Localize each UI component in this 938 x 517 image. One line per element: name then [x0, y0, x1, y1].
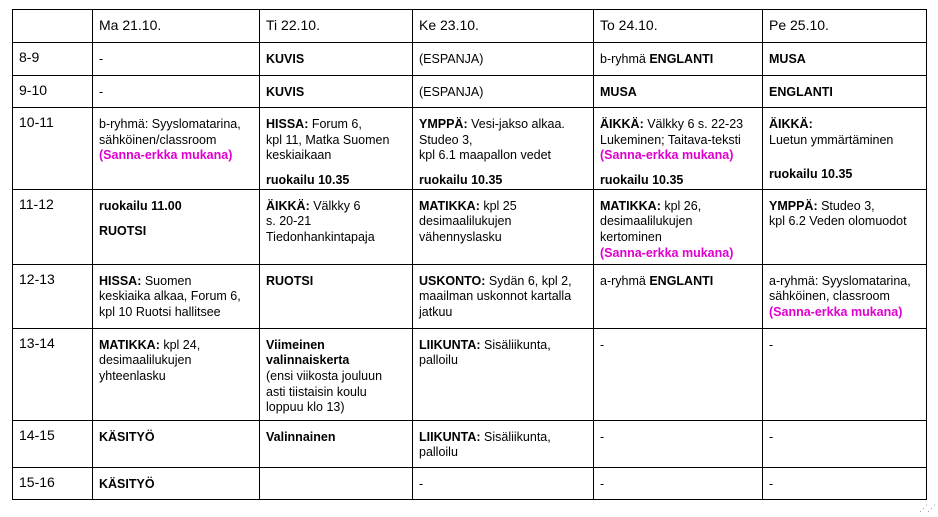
resize-grip-icon: ⋰⋰: [919, 503, 935, 513]
cell-line: [419, 85, 593, 101]
cell-line: [419, 305, 593, 321]
schedule-cell: [763, 189, 927, 264]
schedule-cell: [763, 328, 927, 420]
schedule-cell: [413, 264, 594, 328]
day-header: Ma 21.10.: [93, 10, 260, 43]
lesson-text: b-ryhmä: [600, 52, 650, 66]
subject-label: Valinnainen: [266, 429, 336, 444]
schedule-cell: [93, 108, 260, 190]
time-slot-label: 9-10: [13, 76, 93, 108]
cell-line: [419, 133, 593, 149]
cell-line: [99, 338, 259, 354]
schedule-cell: [260, 189, 413, 264]
schedule-cell: [413, 43, 594, 76]
cell-line: [99, 85, 259, 101]
subject-label: ÄIKKÄ:: [266, 198, 310, 213]
cell-line: [769, 305, 926, 321]
lesson-text: maailman uskonnot kartalla: [419, 289, 572, 304]
cell-line: [266, 117, 412, 133]
lesson-text: (ESPANJA): [419, 52, 484, 66]
lesson-text: Luetun ymmärtäminen: [769, 132, 894, 147]
lesson-text: -: [600, 337, 605, 352]
lesson-text: Studeo 3,: [817, 198, 875, 213]
cell-line: [419, 353, 593, 369]
cell-line: [419, 289, 593, 305]
cell-line: [99, 117, 259, 133]
cell-line: [419, 117, 593, 133]
cell-line: [769, 430, 926, 446]
cell-line: [600, 164, 762, 174]
cell-line: [600, 214, 762, 230]
time-slot-label: 8-9: [13, 43, 93, 76]
cell-line: [419, 430, 593, 446]
lesson-text: sähköinen, classroom: [769, 289, 890, 304]
subject-label: KUVIS: [266, 85, 305, 99]
cell-line: [419, 477, 593, 493]
time-slot-label: 12-13: [13, 264, 93, 328]
cell-line: [769, 214, 926, 230]
cell-line: [419, 164, 593, 174]
subject-label: MATIKKA:: [600, 198, 661, 213]
cell-line: [600, 148, 762, 164]
lesson-text: Sydän 6, kpl 2,: [485, 273, 572, 288]
cell-line: [600, 173, 762, 189]
lesson-text: Suomen: [141, 273, 192, 288]
cell-line: [99, 199, 259, 215]
cell-line: [419, 274, 593, 290]
lesson-text: -: [600, 476, 605, 491]
day-header: Pe 25.10.: [763, 10, 927, 43]
schedule-cell: [93, 264, 260, 328]
cell-line: [99, 430, 259, 446]
cell-line: [266, 214, 412, 230]
cell-line: [769, 274, 926, 290]
cell-line: [769, 167, 926, 183]
schedule-cell: [93, 420, 260, 467]
schedule-cell: [260, 328, 413, 420]
day-header: To 24.10.: [594, 10, 763, 43]
cell-line: [600, 133, 762, 149]
cell-line: [600, 274, 762, 290]
time-slot-label: 11-12: [13, 189, 93, 264]
cell-line: [769, 477, 926, 493]
subject-label: RUOTSI: [99, 223, 147, 238]
schedule-cell: [93, 76, 260, 108]
cell-line: [266, 148, 412, 164]
schedule-cell: [763, 43, 927, 76]
cell-line: [266, 338, 412, 354]
schedule-cell: [594, 189, 763, 264]
lesson-text: palloilu: [419, 353, 458, 368]
lesson-text: Sisäliikunta,: [480, 337, 551, 352]
lesson-text: kpl 6.1 maapallon vedet: [419, 148, 552, 163]
lesson-text: kpl 25: [479, 198, 517, 213]
cell-line: [769, 158, 926, 168]
subject-label: ruokailu 10.35: [266, 173, 350, 188]
schedule-cell: [413, 189, 594, 264]
lesson-text: kpl 11, Matka Suomen: [266, 132, 390, 147]
cell-line: [266, 230, 412, 246]
lesson-text: -: [419, 476, 424, 491]
lesson-text: Sisäliikunta,: [480, 429, 551, 444]
teacher-note: (Sanna-erkka mukana): [99, 148, 233, 163]
cell-line: [99, 133, 259, 149]
lesson-text: desimaalilukujen: [419, 214, 512, 229]
lesson-text: vähennyslasku: [419, 230, 502, 245]
cell-line: [266, 385, 412, 401]
time-slot-label: 13-14: [13, 328, 93, 420]
schedule-cell: [260, 420, 413, 467]
schedule-cell: [93, 189, 260, 264]
lesson-text: keskiaikaan: [266, 148, 332, 163]
cell-line: [600, 477, 762, 493]
subject-label: Viimeinen: [266, 337, 325, 352]
subject-label: YMPPÄ:: [419, 117, 468, 131]
lesson-text: a-ryhmä: Syyslomatarina,: [769, 273, 911, 288]
lesson-text: palloilu: [419, 445, 458, 460]
cell-line: [99, 148, 259, 164]
schedule-row: [13, 43, 927, 76]
subject-label: ENGLANTI: [649, 52, 714, 66]
cell-line: [99, 369, 259, 385]
cell-line: [769, 148, 926, 158]
cell-line: [600, 199, 762, 215]
schedule-cell: [260, 467, 413, 499]
lesson-text: Välkky 6: [309, 198, 361, 213]
schedule-cell: [93, 467, 260, 499]
cell-line: [600, 246, 762, 262]
cell-line: [769, 289, 926, 305]
cell-line: [419, 445, 593, 461]
cell-line: [769, 52, 926, 68]
lesson-text: kpl 10 Ruotsi hallitsee: [99, 305, 221, 320]
subject-label: MATIKKA:: [99, 337, 160, 352]
lesson-text: Lukeminen; Taitava-teksti: [600, 132, 741, 147]
cell-line: [99, 353, 259, 369]
lesson-text: Forum 6,: [308, 117, 362, 131]
schedule-cell: [260, 76, 413, 108]
lesson-text: yhteenlasku: [99, 369, 166, 384]
cell-line: [266, 85, 412, 101]
lesson-text: -: [99, 52, 104, 66]
schedule-cell: [413, 420, 594, 467]
schedule-row: [13, 328, 927, 420]
lesson-text: -: [99, 85, 104, 99]
day-header: Ke 23.10.: [413, 10, 594, 43]
cell-line: [99, 289, 259, 305]
teacher-note: (Sanna-erkka mukana): [769, 305, 903, 320]
cell-line: [266, 133, 412, 149]
time-slot-label: 10-11: [13, 108, 93, 190]
cell-line: [769, 199, 926, 215]
lesson-text: s. 20-21: [266, 214, 312, 229]
schedule-cell: [763, 76, 927, 108]
cell-line: [600, 230, 762, 246]
cell-line: [99, 305, 259, 321]
schedule-cell: [413, 76, 594, 108]
schedule-cell: [594, 76, 763, 108]
cell-line: [600, 430, 762, 446]
subject-label: RUOTSI: [266, 273, 314, 288]
lesson-text: -: [769, 476, 774, 491]
cell-line: [99, 52, 259, 68]
cell-line: [99, 274, 259, 290]
teacher-note: (Sanna-erkka mukana): [600, 245, 734, 260]
lesson-text: jatkuu: [419, 305, 453, 320]
subject-label: YMPPÄ:: [769, 198, 818, 213]
cell-line: [600, 52, 762, 68]
lesson-text: loppuu klo 13): [266, 400, 345, 415]
lesson-text: desimaalilukujen: [99, 353, 192, 368]
subject-label: MUSA: [600, 85, 637, 99]
lesson-text: -: [769, 337, 774, 352]
lesson-text: sähköinen/classroom: [99, 132, 217, 147]
subject-label: HISSA:: [99, 273, 142, 288]
lesson-text: keskiaika alkaa, Forum 6,: [99, 289, 241, 304]
cell-line: [769, 133, 926, 149]
subject-label: HISSA:: [266, 117, 309, 131]
header-row: [13, 10, 927, 43]
subject-label: ENGLANTI: [649, 273, 714, 288]
schedule-cell: [763, 420, 927, 467]
cell-line: [769, 117, 926, 133]
cell-line: [266, 52, 412, 68]
subject-label: ruokailu 10.35: [419, 173, 503, 188]
subject-label: MUSA: [769, 52, 806, 66]
cell-line: [600, 117, 762, 133]
weekly-schedule-table: [12, 9, 927, 500]
cell-line: [266, 164, 412, 174]
cell-line: [266, 369, 412, 385]
cell-line: [419, 230, 593, 246]
lesson-text: (ensi viikosta jouluun: [266, 369, 383, 384]
cell-line: [266, 400, 412, 416]
cell-line: [769, 338, 926, 354]
lesson-text: kertominen: [600, 230, 662, 245]
lesson-text: asti tiistaisin koulu: [266, 384, 367, 399]
schedule-cell: [260, 264, 413, 328]
time-slot-label: 15-16: [13, 467, 93, 499]
cell-line: [419, 148, 593, 164]
cell-line: [99, 214, 259, 224]
lesson-text: Tiedonhankintapaja: [266, 230, 375, 245]
lesson-text: Välkky 6 s. 22-23: [643, 117, 744, 131]
lesson-text: b-ryhmä: Syyslomatarina,: [99, 117, 241, 131]
cell-line: [419, 173, 593, 189]
schedule-cell: [594, 467, 763, 499]
subject-label: ruokailu 11.00: [99, 198, 182, 213]
cell-line: [419, 199, 593, 215]
schedule-row: [13, 189, 927, 264]
schedule-cell: [763, 264, 927, 328]
schedule-row: [13, 420, 927, 467]
cell-line: [266, 353, 412, 369]
lesson-text: kpl 24,: [159, 337, 201, 352]
subject-label: ÄIKKÄ:: [769, 117, 813, 131]
subject-label: MATIKKA:: [419, 198, 480, 213]
subject-label: valinnaiskerta: [266, 353, 350, 368]
schedule-cell: [594, 264, 763, 328]
schedule-cell: [413, 328, 594, 420]
cell-line: [266, 173, 412, 189]
schedule-cell: [413, 108, 594, 190]
lesson-text: (ESPANJA): [419, 85, 484, 99]
lesson-text: Studeo 3,: [419, 132, 473, 147]
cell-line: [419, 338, 593, 354]
subject-label: LIIKUNTA:: [419, 337, 481, 352]
subject-label: ruokailu 10.35: [600, 173, 684, 188]
cell-line: [266, 274, 412, 290]
subject-label: KÄSITYÖ: [99, 476, 155, 491]
lesson-text: -: [600, 429, 605, 444]
cell-line: [600, 338, 762, 354]
subject-label: ENGLANTI: [769, 85, 833, 99]
schedule-cell: [594, 328, 763, 420]
cell-line: [99, 224, 259, 240]
schedule-cell: [594, 43, 763, 76]
schedule-cell: [93, 43, 260, 76]
lesson-text: kpl 6.2 Veden olomuodot: [769, 214, 907, 229]
cell-line: [266, 199, 412, 215]
schedule-cell: [93, 328, 260, 420]
schedule-cell: [594, 420, 763, 467]
teacher-note: (Sanna-erkka mukana): [600, 148, 734, 163]
subject-label: ruokailu 10.35: [769, 167, 853, 182]
time-slot-label: 14-15: [13, 420, 93, 467]
schedule-cell: [413, 467, 594, 499]
subject-label: KUVIS: [266, 52, 305, 66]
schedule-row: [13, 264, 927, 328]
lesson-text: kpl 26,: [660, 198, 702, 213]
cell-line: [266, 430, 412, 446]
cell-line: [600, 85, 762, 101]
subject-label: ÄIKKÄ:: [600, 117, 644, 131]
lesson-text: a-ryhmä: [600, 273, 650, 288]
cell-line: [769, 85, 926, 101]
schedule-cell: [260, 108, 413, 190]
schedule-cell: [763, 108, 927, 190]
cell-line: [419, 214, 593, 230]
lesson-text: Vesi-jakso alkaa.: [467, 117, 565, 131]
subject-label: LIIKUNTA:: [419, 429, 481, 444]
schedule-row: [13, 76, 927, 108]
lesson-text: -: [769, 429, 774, 444]
schedule-row: [13, 467, 927, 499]
lesson-text: desimaalilukujen: [600, 214, 693, 229]
schedule-row: [13, 108, 927, 190]
schedule-cell: [763, 467, 927, 499]
day-header: Ti 22.10.: [260, 10, 413, 43]
cell-line: [99, 477, 259, 493]
header-corner: [13, 10, 93, 43]
cell-line: [419, 52, 593, 68]
schedule-cell: [594, 108, 763, 190]
subject-label: KÄSITYÖ: [99, 429, 155, 444]
schedule-cell: [260, 43, 413, 76]
subject-label: USKONTO:: [419, 273, 486, 288]
